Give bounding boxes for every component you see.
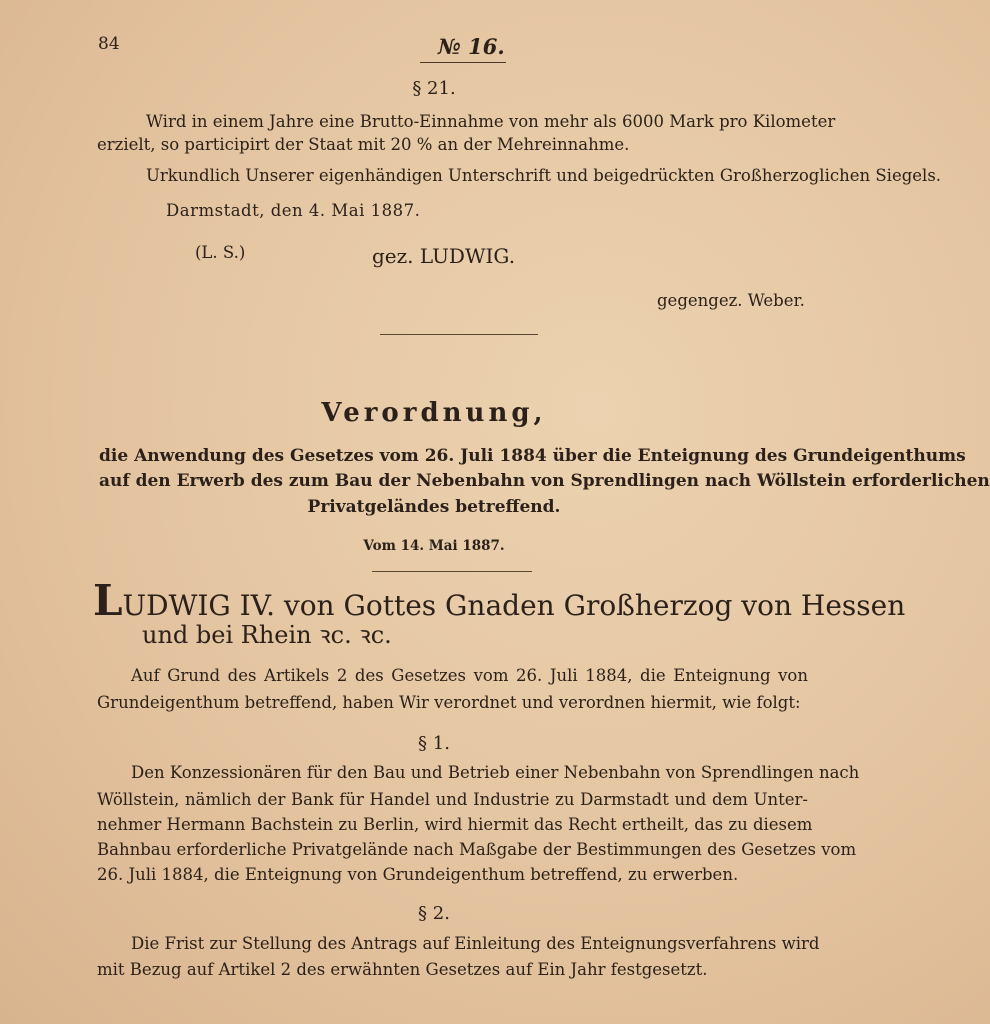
- sovereign-title-rest: UDWIG IV. von Gottes Gnaden Großherzog von Hessen: [122, 589, 906, 622]
- sovereign-title-line-2: und bei Rhein ꝛc. ꝛc.: [142, 621, 392, 649]
- ordinance-date: Vom 14. Mai 1887.: [363, 538, 505, 554]
- section-1-line-2: Wöllstein, nämlich der Bank für Handel und Industrie zu Darmstadt und dem Unter-: [97, 790, 808, 809]
- issue-underline: [420, 62, 506, 63]
- section-1-line-4: Bahnbau erforderliche Privatgelände nach Maßgabe der Bestimmungen des Gesetzes vom: [97, 840, 857, 859]
- signature: gez. LUDWIG.: [372, 244, 516, 268]
- divider-2: [372, 571, 532, 572]
- section-2-heading: § 2.: [418, 903, 450, 924]
- place-date: Darmstadt, den 4. Mai 1887.: [166, 201, 421, 220]
- sovereign-initial: L: [93, 576, 123, 625]
- sealing-clause: Urkundlich Unserer eigenhändigen Unterschrift und beigedrückten Großherzoglichen Siegels.: [146, 166, 942, 185]
- section-1-heading: § 1.: [418, 733, 450, 754]
- page-number: 84: [98, 34, 120, 54]
- section-1-line-1: Den Konzessionären für den Bau und Betrieb einer Nebenbahn von Sprendlingen nach: [131, 763, 860, 782]
- seal-mark: (L. S.): [195, 243, 246, 262]
- preamble-line-1: Auf Grund des Artikels 2 des Gesetzes vom 26. Juli 1884, die Enteignung von: [131, 666, 808, 685]
- section-1-line-3: nehmer Hermann Bachstein zu Berlin, wird hiermit das Recht ertheilt, das zu diesem: [97, 815, 813, 834]
- section-21-line-1: Wird in einem Jahre eine Brutto-Einnahme von mehr als 6000 Mark pro Kilometer: [146, 112, 836, 131]
- ordinance-subtitle-line-3: Privatgeländes betreffend.: [307, 497, 561, 517]
- section-21-heading: § 21.: [412, 78, 456, 99]
- countersignature: gegengez. Weber.: [657, 291, 805, 310]
- ordinance-title: Verordnung,: [321, 398, 547, 428]
- ordinance-subtitle-line-1: die Anwendung des Gesetzes vom 26. Juli 1884 über die Enteignung des Grundeigenthums: [99, 446, 966, 466]
- section-21-line-2: erzielt, so participirt der Staat mit 20 % an der Mehreinnahme.: [97, 135, 630, 154]
- section-2-line-1: Die Frist zur Stellung des Antrags auf Einleitung des Enteignungsverfahrens wird: [131, 934, 820, 953]
- section-2-line-2: mit Bezug auf Artikel 2 des erwähnten Gesetzes auf Ein Jahr festgesetzt.: [97, 960, 708, 979]
- divider-1: [380, 334, 538, 335]
- ordinance-subtitle-line-2: auf den Erwerb des zum Bau der Nebenbahn von Sprendlingen nach Wöllstein erforderlichen: [99, 471, 990, 491]
- section-1-line-5: 26. Juli 1884, die Enteignung von Grundeigenthum betreffend, zu erwerben.: [97, 865, 739, 884]
- preamble-line-2: Grundeigenthum betreffend, haben Wir verordnet und verordnen hiermit, wie folgt:: [97, 693, 801, 712]
- issue-number: № 16.: [438, 34, 505, 59]
